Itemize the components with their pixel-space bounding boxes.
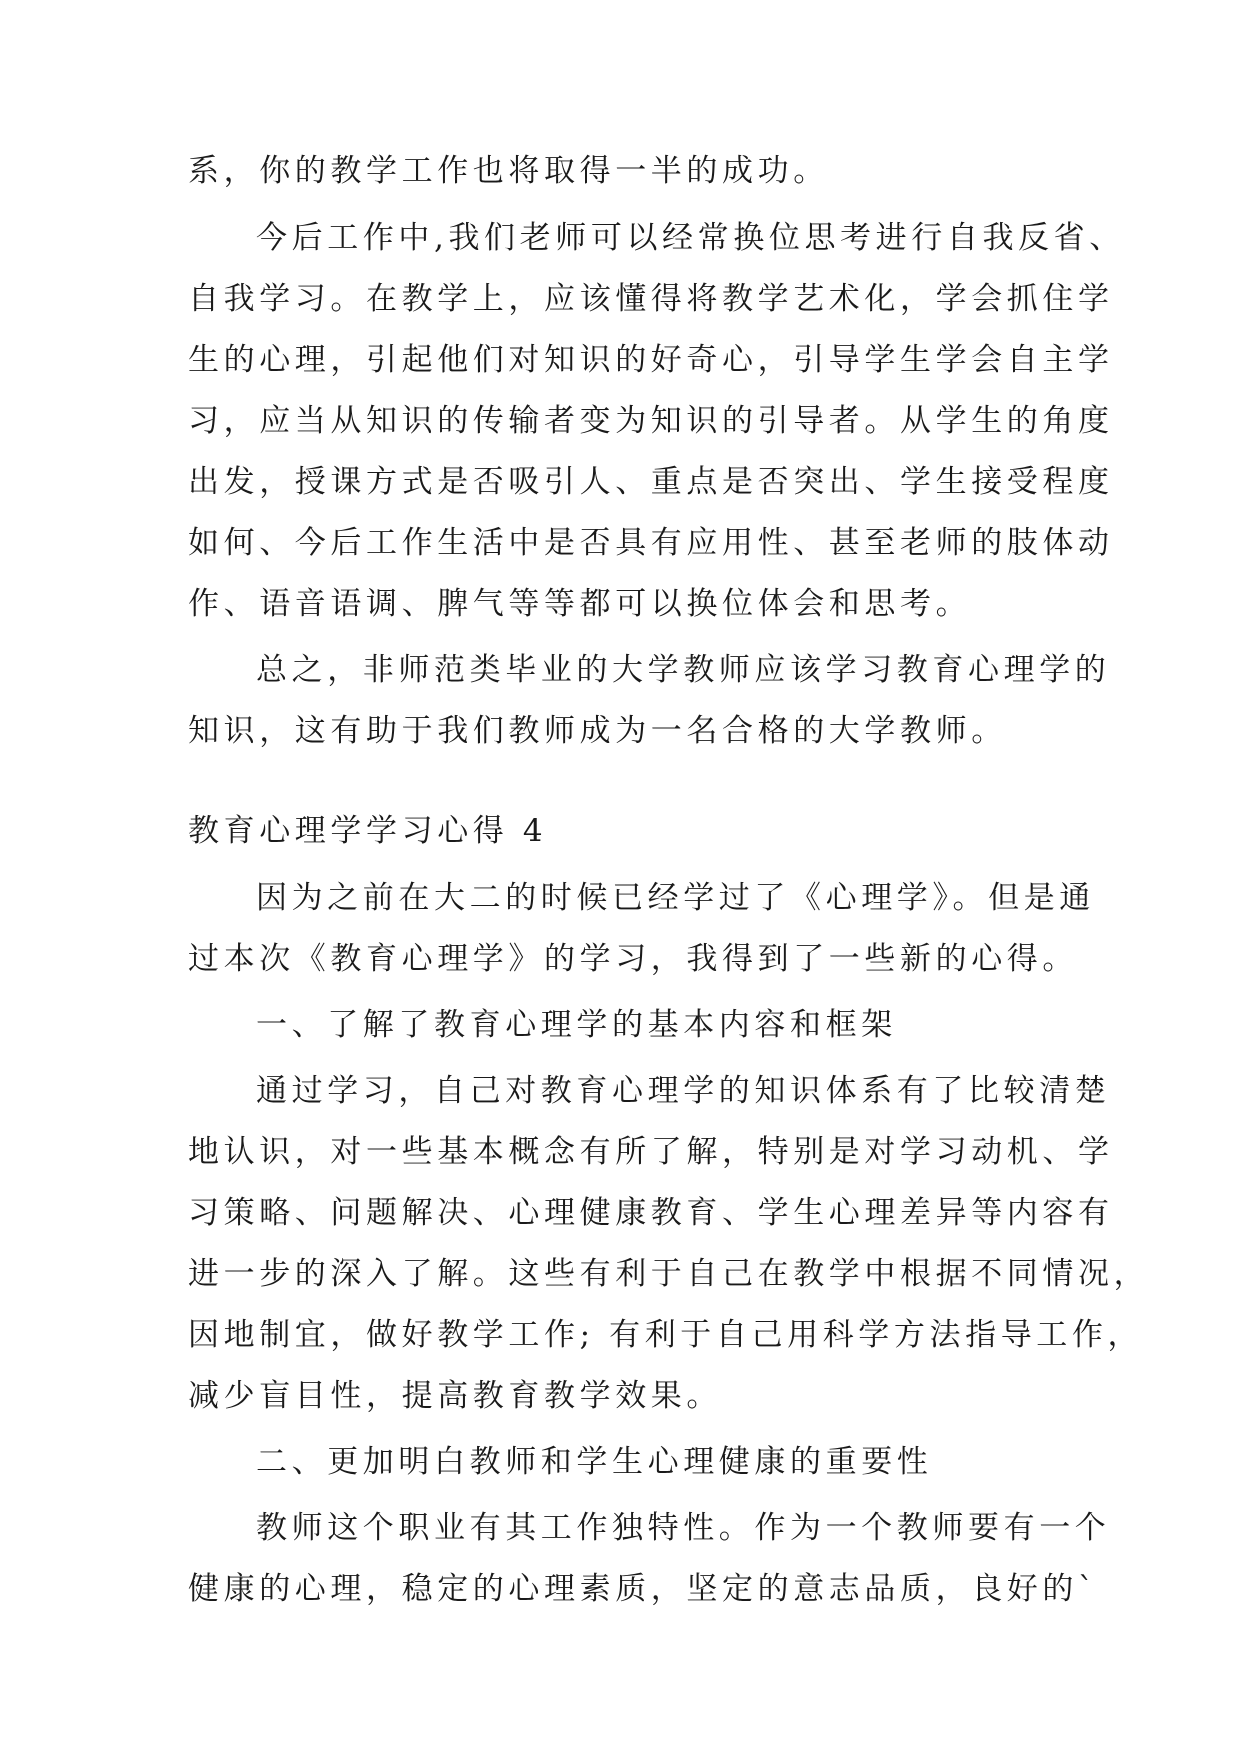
paragraph-line: 因地制宜，做好教学工作; 有利于自己用科学方法指导工作， [188, 1317, 1144, 1353]
paragraph-line: 健康的心理，稳定的心理素质，坚定的意志品质，良好的` [188, 1571, 1099, 1607]
paragraph-line: 系，你的教学工作也将取得一半的成功。 [188, 153, 829, 189]
paragraph-line: 自我学习。在教学上，应该懂得将教学艺术化，学会抓住学 [188, 281, 1114, 317]
paragraph-line: 习策略、问题解决、心理健康教育、学生心理差异等内容有 [188, 1195, 1114, 1231]
paragraph-line: 作、语音语调、脾气等等都可以换位体会和思考。 [188, 586, 972, 622]
subheading: 二、更加明白教师和学生心理健康的重要性 [256, 1444, 933, 1480]
paragraph-line: 教师这个职业有其工作独特性。作为一个教师要有一个 [256, 1510, 1111, 1546]
paragraph-line: 生的心理，引起他们对知识的好奇心，引导学生学会自主学 [188, 342, 1114, 378]
subheading: 一、了解了教育心理学的基本内容和框架 [256, 1007, 897, 1043]
paragraph-line: 出发，授课方式是否吸引人、重点是否突出、学生接受程度 [188, 464, 1114, 500]
paragraph-line: 如何、今后工作生活中是否具有应用性、甚至老师的肢体动 [188, 525, 1114, 561]
paragraph-line: 习，应当从知识的传输者变为知识的引导者。从学生的角度 [188, 403, 1114, 439]
paragraph-line: 过本次《教育心理学》的学习，我得到了一些新的心得。 [188, 941, 1078, 977]
paragraph-line: 进一步的深入了解。这些有利于自己在教学中根据不同情况， [188, 1256, 1150, 1292]
paragraph-line: 总之，非师范类毕业的大学教师应该学习教育心理学的 [256, 652, 1111, 688]
paragraph-line: 地认识，对一些基本概念有所了解，特别是对学习动机、学 [188, 1134, 1114, 1170]
paragraph-line: 通过学习，自己对教育心理学的知识体系有了比较清楚 [256, 1073, 1111, 1109]
paragraph-line: 因为之前在大二的时候已经学过了《心理学》。但是通 [256, 880, 1095, 916]
paragraph-line: 知识，这有助于我们教师成为一名合格的大学教师。 [188, 713, 1007, 749]
paragraph-line: 减少盲目性，提高教育教学效果。 [188, 1378, 722, 1414]
paragraph-line: 今后工作中,我们老师可以经常换位思考进行自我反省、 [256, 220, 1125, 256]
section-heading: 教育心理学学习心得 4 [188, 813, 548, 849]
